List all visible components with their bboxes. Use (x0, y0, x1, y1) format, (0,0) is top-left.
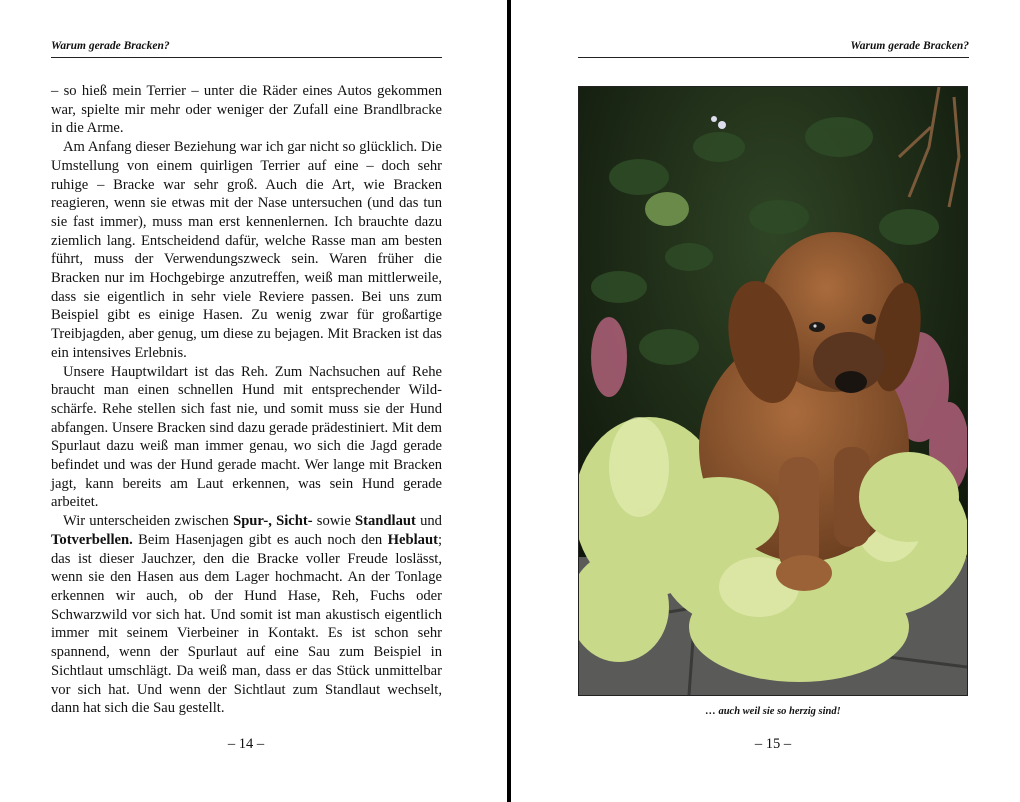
left-page (0, 0, 508, 802)
running-header: Warum gerade Bracken? (578, 38, 969, 58)
bold-term: Heblaut (387, 531, 438, 548)
bold-term: Standlaut (355, 513, 416, 530)
puppy-photo (578, 86, 968, 696)
bold-term: Totverbellen. (51, 531, 133, 548)
right-page (512, 0, 1020, 802)
text-run: Unsere Hauptwildart ist das Reh. Zum Nachsuchen auf Rehe braucht man einen schnellen Hund mit entsprechender Wild-schärfe. Rehe stellen sich fast nie, und somit muss sie der Hund abfangen. Unsere Bracken sind dazu gerade prädestiniert. Mit dem Spurlaut dazu weiß man immer genau, wo sich die Jagd gerade befindet und was der Hund gerade macht. Wer lange mit Bracken jagt, kann bereits am Laut erkennen, was sein Hund gerade arbeitet. (51, 363, 442, 511)
text-run: ; das ist dieser Jauchzer, den die Bracke voller Freude loslässt, wenn sie den Hasen aus dem Lager hochmacht. An der Tonlage erkennen wir auch, ob der Hund Hase, Reh, Fuchs oder Schwarzwild vor sich hat. Und somit ist man akustisch eigentlich immer mit seinem Vierbeiner in Kontakt. Es ist schon sehr spannend, wenn der Spurlaut auf eine Sau zum Beispiel in Sichtlaut umschlägt. Da weiß man, dass er das Stück unmittelbar vor sich hat. Und wenn der Sichtlaut zum Standlaut wechselt, dann hat sich die Sau gestellt. (51, 531, 442, 717)
bold-term: Spur-, Sicht- (233, 513, 313, 530)
text-run: – so hieß mein Terrier – unter die Räder eines Autos gekommen war, spielte mir mehr oder weniger der Zufall eine Brandlbracke in die Arme. (51, 83, 442, 137)
paragraph (51, 512, 442, 718)
paragraph (51, 138, 442, 362)
text-run: und (415, 513, 442, 530)
text-run: Beim Hasenjagen gibt es auch noch den (132, 531, 388, 548)
paragraph (51, 82, 442, 138)
paragraph (51, 363, 442, 513)
puppy-illustration (579, 87, 967, 695)
photo-caption: … auch weil sie so herzig sind! (705, 706, 841, 717)
running-header: Warum gerade Bracken? (51, 38, 442, 58)
book-spine (507, 0, 511, 802)
page-number: – 14 – (227, 736, 265, 752)
text-run: sowie (312, 513, 356, 530)
text-run: Wir unterscheiden zwischen (63, 513, 234, 530)
text-run: Am Anfang dieser Beziehung war ich gar nicht so glücklich. Die Umstellung von einem quirligen Terrier auf eine – doch sehr ruhige – Bracke war sehr groß. Auch die Art, wie Bracken reagieren, wenn sie etwas mit der Nase untersuchen (und das tun sie fast immer), muss man erst kennenlernen. Ich brauchte dazu ziemlich lang. Entscheidend dafür, welche Rasse man am besten führt, muss der Verwendungszweck sein. Waren früher die Bracken nur im Hochgebirge anzutreffen, weiß man mittlerweile, dass sie eigentlich in sehr viele Reviere passen. Bei uns zum Beispiel gibt es einige Hasen. Zu wenig zwar für großartige Treibjagden, aber genug, um diese zu bejagen. Mit Bracken ist das ein intensives Erlebnis. (51, 139, 442, 361)
page-number: – 15 – (754, 736, 792, 752)
body-text (51, 82, 442, 718)
